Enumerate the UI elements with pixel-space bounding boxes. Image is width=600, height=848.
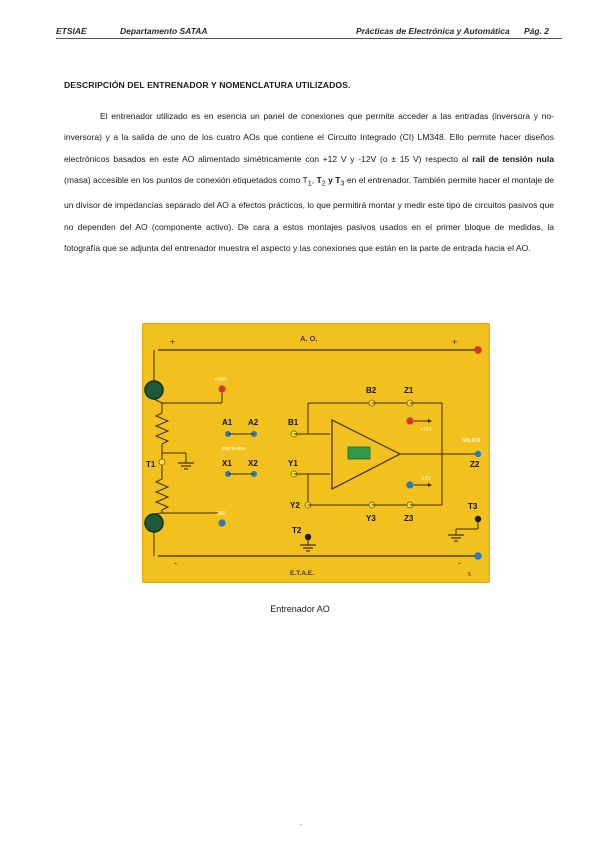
header-page-number: Pág. 2 <box>524 26 550 36</box>
var-positive-terminal[interactable] <box>218 385 225 392</box>
paragraph-text-1: El entrenador utilizado es en esencia un panel de conexiones que permite acceder a las entradas (inversora y no-inversora) y a la salida de uno de los cuatro AOs que contiene el Circuito Integrado (CI) LM348. Ello permite hacer diseños electrónicos basados en este AO alimentado simétricamente con +12 V y -12V (o ± 15 V) respecto al <box>64 111 554 164</box>
header-course: Prácticas de Electrónica y Automática <box>356 26 510 36</box>
var-positive-label: +VAR. <box>214 377 229 383</box>
plus-left-label: + <box>170 337 176 347</box>
t1-label: T1 <box>146 460 156 469</box>
minus-left-label: - <box>174 558 177 568</box>
paragraph-sub-t1: 1 <box>307 179 312 188</box>
bottom-potentiometer-knob[interactable] <box>145 514 163 532</box>
neg12-arrowhead <box>428 483 432 487</box>
board-small-number: 5 <box>468 572 472 578</box>
t2-terminal[interactable] <box>305 534 311 540</box>
trainer-photo <box>142 323 490 583</box>
plus-right-label: + <box>452 337 458 347</box>
lm348-chip <box>348 447 370 459</box>
rail-negative-terminal[interactable] <box>474 552 482 560</box>
z2-label: Z2 <box>470 460 480 469</box>
header-rule <box>56 38 562 39</box>
var-negative-terminal[interactable] <box>218 519 225 526</box>
t3-label: T3 <box>468 502 478 511</box>
neg12-terminal[interactable] <box>406 481 413 488</box>
y3-label: Y3 <box>366 514 376 523</box>
lower-resistor <box>156 464 168 513</box>
a1-label: A1 <box>222 418 233 427</box>
z2-terminal[interactable] <box>475 451 481 457</box>
b1-label: B1 <box>288 418 299 427</box>
paragraph-text-5: en el entrenador. También permite hacer el montaje de un divisor de impedancias separado del AO a efectos prácticos, lo que permitirá montar y medir este tipo de circuitos pasivos que no dependen del AO (componente activo). De cara a estos montajes pasivos usados en el primer bloque de medidas, la fotografía que se adjunta del entrenador muestra el aspecto y las conexiones que están en la parte de entrada hacia el AO. <box>64 175 554 254</box>
minus-right-label: - <box>458 558 461 568</box>
header-school: ETSIAE <box>56 26 87 36</box>
scan-mark <box>300 824 302 826</box>
section-title: DESCRIPCIÓN DEL ENTRENADOR Y NOMENCLATURA UTILIZADOS. <box>64 80 351 90</box>
y2-label: Y2 <box>290 501 300 510</box>
z3-label: Z3 <box>404 514 414 523</box>
b2-label: B2 <box>366 386 377 395</box>
y1-label: Y1 <box>288 459 298 468</box>
x1-label: X1 <box>222 459 232 468</box>
t2-label: T2 <box>292 526 302 535</box>
paragraph-bold-and: y <box>325 175 336 186</box>
pos12-terminal[interactable] <box>406 417 413 424</box>
figure-caption: Entrenador AO <box>270 604 330 614</box>
paragraph-sub-t3: 3 <box>340 179 345 188</box>
neg12-label: -12V <box>420 476 431 482</box>
a2-label: A2 <box>248 418 259 427</box>
x2-label: X2 <box>248 459 258 468</box>
upper-resistor <box>156 403 168 460</box>
lower-resistor-link <box>154 513 162 514</box>
top-potentiometer-knob[interactable] <box>145 381 163 399</box>
t3-terminal[interactable] <box>475 516 481 522</box>
paragraph-bold-rail: rail de tensión nula <box>472 153 555 164</box>
entrada-label: ENTRADA <box>222 447 246 452</box>
paragraph-text-2: (masa) accesible en los puntos de conexión etiquetados como T <box>64 175 308 186</box>
paragraph-bold-t3: T <box>335 175 341 186</box>
salida-label: SALIDA <box>462 438 481 444</box>
z1-label: Z1 <box>404 386 414 395</box>
pos12-label: +12V <box>420 427 432 433</box>
body-paragraph <box>64 106 554 260</box>
paragraph-sub-t2: 2 <box>321 179 326 188</box>
rail-positive-terminal[interactable] <box>474 346 482 354</box>
board-title-etae: E.T.A.E. <box>290 570 314 577</box>
upper-resistor-link <box>154 399 162 403</box>
paragraph-bold-t2: T <box>316 175 322 186</box>
board-title-ao: A. O. <box>300 334 318 343</box>
trainer-board-diagram <box>142 323 490 583</box>
t1-terminal[interactable] <box>159 459 165 465</box>
header-department: Departamento SATAA <box>120 26 208 36</box>
var-negative-label: -VAR. <box>214 511 227 517</box>
paragraph-text-3: , <box>311 175 317 186</box>
pos12-arrowhead <box>428 419 432 423</box>
